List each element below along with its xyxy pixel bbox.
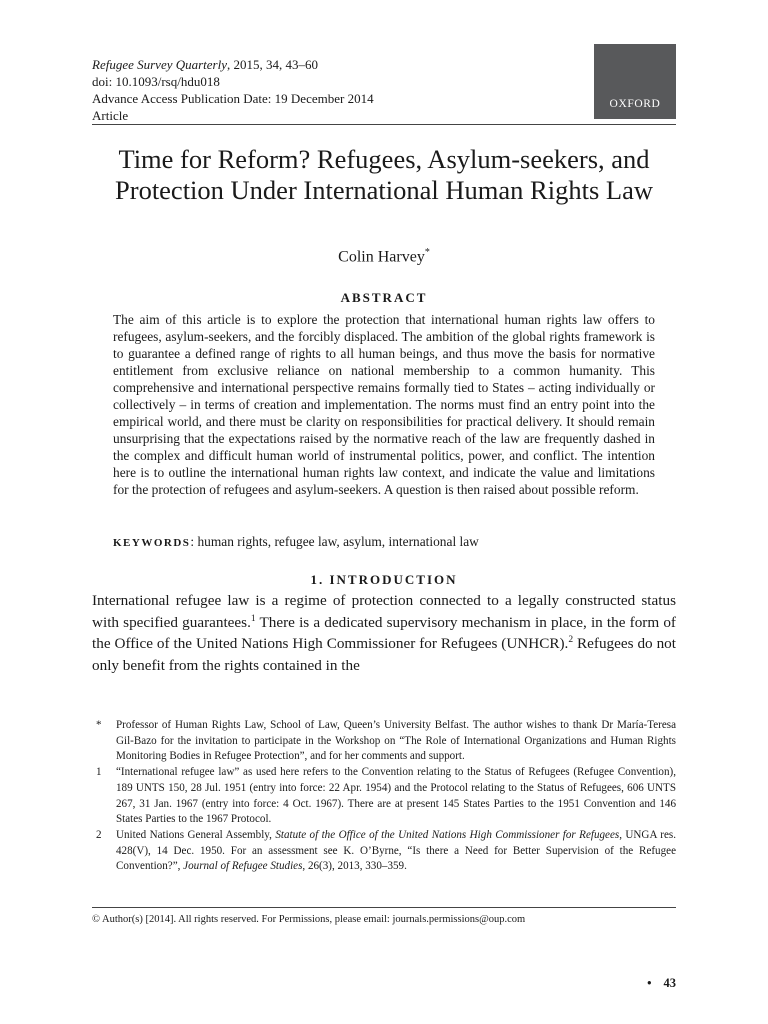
journal-citation: [92, 56, 374, 73]
footnote: [92, 718, 676, 765]
footnote-text: Professor of Human Rights Law, School of Law, Queen’s University Belfast. The author wishes to thank Dr María-Teresa Gil-Bazo for the invitation to participate in the Workshop on “The Role of International Organizations and Human Rights Monitoring Bodies in Refugee Protection”, and for her comments and support.: [116, 719, 676, 763]
section-heading: 1. INTRODUCTION: [310, 572, 458, 587]
article-type: Article: [92, 108, 129, 123]
footnote-ref-1[interactable]: 1: [250, 613, 256, 624]
body-text-part: Refugees do not only benefit from the rights contained in the: [92, 635, 676, 674]
footnote-journal-title: Journal of Refugee Studies: [183, 860, 303, 873]
footnote-text: [116, 829, 676, 872]
footnote-italic-title: Statute of the Office of the United Nations High Commissioner for Refugees: [275, 828, 620, 841]
footnote-mark: 1: [96, 766, 102, 779]
footnote-text: “International refugee law” as used here refers to the Convention relating to the Status of Refugees (Refugee Convention), 189 UNTS 150, 28 Jul. 1951 (entry into force: 22 Apr. 1954) and the Protocol relating to the Status of Refugees, 606 UNTS 267, 31 Jan. 1967 (entry into force: 4 Oct. 1967). There are at present 145 States Parties to the 1951 Convention and 146 States Parties to the 1967 Protocol.: [116, 766, 676, 826]
body-text-part: International refugee law is a regime of protection connected to a legally constructed status with specified guarantees.: [92, 592, 676, 631]
page-number: [600, 976, 676, 991]
abstract-text: The aim of this article is to explore the protection that international human rights law offers to refugees, asylum-seekers, and the forcibly displaced. The ambition of the global rights framework is to guarantee a defined range of rights to all human beings, and thus move the basis for normative entitlement from exclusive reliance on national membership to a common humanity. This comprehensive and international perspective remains formally tied to States – acting individually or collectively – in terms of creation and implementation. The norms must find an entry point into the empirical world, and there must be clarity on responsibilities for practical delivery. It should remain unsurprising that the expectations raised by the normative reach of the law are frequently dashed in the complex and difficult human world of instrumental politics, power, and conflict. The intention here is to outline the international human rights law context, and indicate the value and limitations for the protection of refugees and asylum-seekers. A question is then raised about possible reform.: [113, 312, 655, 497]
footnote-text-part: United Nations General Assembly,: [116, 828, 276, 841]
oxford-logo-text: OXFORD: [609, 98, 661, 110]
access-date: Advance Access Publication Date: 19 December 2014: [92, 91, 374, 106]
abstract-heading: ABSTRACT: [340, 290, 428, 305]
footnote-mark: 2: [96, 828, 102, 841]
keywords-label: KEYWORDS: [113, 537, 191, 549]
article-metadata: [92, 56, 374, 124]
page-bullet: •: [647, 976, 652, 990]
footnote-text-part: , UNGA res. 428(V), 14 Dec. 1950. For an assessment see K. O’Byrne, “Is there a Need for Better Supervision of the Refugee Convention?”,: [116, 828, 676, 873]
footnotes: [92, 718, 676, 875]
journal-name: Refugee Survey Quarterly: [92, 57, 228, 72]
oxford-logo: [594, 44, 676, 119]
journal-volume: , 2015, 34, 43–60: [227, 57, 319, 72]
footnote-mark: *: [96, 719, 102, 731]
footnote-text-part: , 26(3), 2013, 330–359.: [302, 860, 407, 873]
page-number-value: 43: [663, 976, 676, 990]
keywords: [113, 533, 655, 552]
footnote-ref-2[interactable]: 2: [568, 634, 574, 645]
article-title: Time for Reform? Refugees, Asylum-seekers, and Protection Under International Human Rights Law: [115, 144, 653, 205]
body-paragraph: [92, 590, 676, 676]
footnote: [92, 828, 676, 875]
footnote: [92, 765, 676, 828]
author-name: Colin Harvey: [338, 248, 425, 266]
body-text-part: There is a dedicated supervisory mechanism in place, in the form of the Office of the United Nations High Commissioner for Refugees (UNHCR).: [92, 613, 676, 652]
footer-divider: [92, 907, 676, 908]
doi[interactable]: doi: 10.1093/rsq/hdu018: [92, 74, 220, 89]
keywords-list: : human rights, refugee law, asylum, international law: [190, 534, 479, 549]
header-divider: [92, 124, 676, 125]
author-footnote-mark[interactable]: *: [424, 247, 430, 258]
author: [92, 247, 676, 266]
copyright-notice: © Author(s) [2014]. All rights reserved. For Permissions, please email: journals.permissions@oup.com: [92, 914, 526, 925]
